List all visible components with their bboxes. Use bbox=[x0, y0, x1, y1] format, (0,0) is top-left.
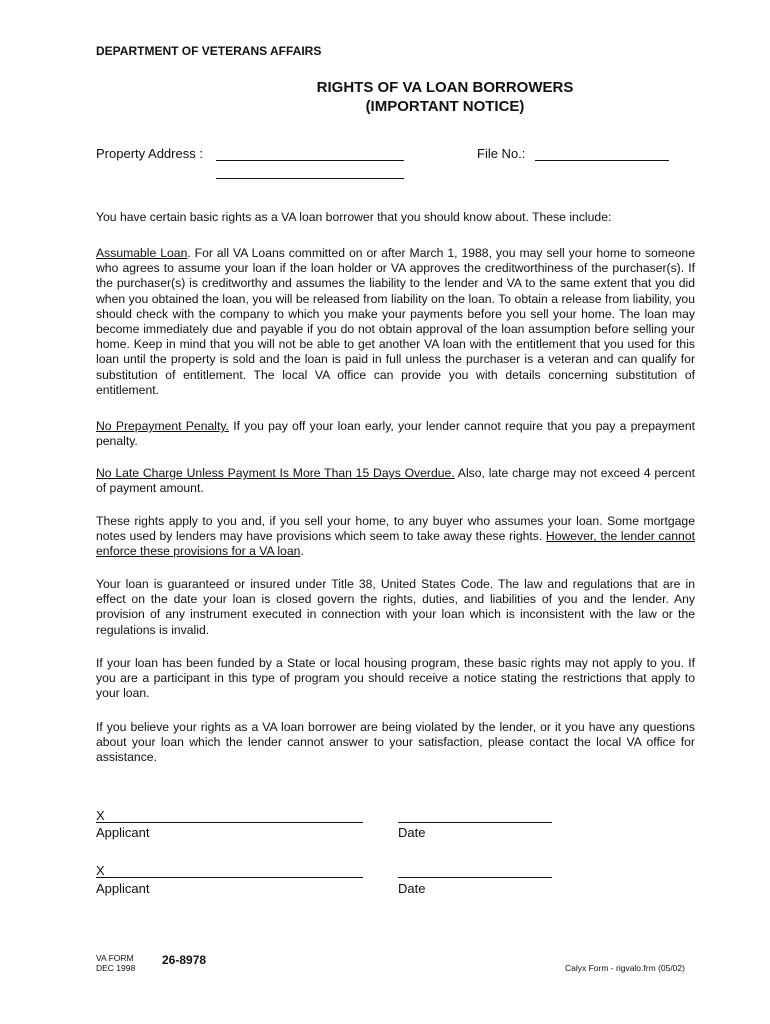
state-program-paragraph: If your loan has been funded by a State or local housing program, these basic rights may not apply to you. If you are a participant in this type of program you should receive a notice stating the restrictions that apply to your loan. bbox=[96, 656, 695, 701]
late-charge-text: Also, late charge may not exceed 4 percent of payment amount. bbox=[96, 466, 695, 496]
assumable-loan-heading: Assumable Loan bbox=[96, 246, 188, 260]
applicant-signature-line-2[interactable] bbox=[96, 877, 363, 878]
intro-paragraph: You have certain basic rights as a VA loan borrower that you should know about. These include: bbox=[96, 210, 612, 224]
assumable-loan-paragraph bbox=[96, 246, 695, 398]
page-subtitle: (IMPORTANT NOTICE) bbox=[365, 98, 525, 115]
assumable-loan-text: . For all VA Loans committed on or after March 1, 1988, you may sell your home to someone who agrees to assume your loan if the loan holder or VA approves the creditworthiness of the purchaser(s). If the purchaser(s) is creditworthy and assumes the liability to the lender and VA to the same extent that you did when you obtained the loan, you will be released from liability on the loan. To obtain a release from liability, you should check with the company to which you make your payments before you sell your home. The loan may become immediately due and payable if you do not obtain approval of the loan assumption before selling your home. Keep in mind that you will not be able to get another VA loan with the entitlement that you used for this loan until the property is sold and the loan is paid in full unless the purchaser is a veteran and can qualify for substitution of entitlement. The local VA office can provide you with details concerning substitution of entitlement. bbox=[96, 246, 695, 397]
applicant-label-2: Applicant bbox=[96, 881, 150, 896]
date-line-1[interactable] bbox=[398, 822, 552, 823]
guaranteed-paragraph: Your loan is guaranteed or insured under Title 38, United States Code. The law and regulations that are in effect on the date your loan is closed govern the rights, duties, and liabilities of you and the lender. Any provision of any instrument executed in connection with your loan which is inconsistent with the law or the regulations is invalid. bbox=[96, 577, 695, 637]
contact-paragraph: If you believe your rights as a VA loan borrower are being violated by the lender, or it you have any questions about your loan which the lender cannot answer to your satisfaction, please contact the local VA office for assistance. bbox=[96, 720, 695, 765]
date-label-1: Date bbox=[398, 825, 426, 840]
prepayment-paragraph bbox=[96, 419, 695, 449]
form-number: 26-8978 bbox=[162, 953, 207, 967]
rights-text: These rights apply to you and, if you sell your home, to any buyer who assumes your loan. Some mortgage notes used by lenders may have provisions which seem to take away these rights. bbox=[96, 514, 695, 544]
signature-x-mark-2: X bbox=[96, 863, 105, 878]
prepayment-heading: No Prepayment Penalty. bbox=[96, 419, 229, 433]
rights-underlined-text: However, the lender cannot enforce these provisions for a VA loan bbox=[96, 529, 696, 559]
page-title: RIGHTS OF VA LOAN BORROWERS bbox=[316, 79, 574, 96]
late-charge-paragraph bbox=[96, 466, 695, 496]
signature-x-mark-1: X bbox=[96, 808, 105, 823]
property-address-label: Property Address : bbox=[96, 146, 203, 161]
rights-end: . bbox=[300, 544, 304, 559]
applicant-label-1: Applicant bbox=[96, 825, 150, 840]
date-line-2[interactable] bbox=[398, 877, 552, 878]
property-address-line-1[interactable] bbox=[216, 148, 404, 161]
applicant-signature-line-1[interactable] bbox=[96, 822, 363, 823]
footer-va-form: VA FORM bbox=[96, 953, 134, 963]
calyx-form-label: Calyx Form - rigvalo.frm (05/02) bbox=[565, 963, 685, 973]
date-label-2: Date bbox=[398, 881, 426, 896]
prepayment-text: If you pay off your loan early, your lender cannot require that you pay a prepayment penalty. bbox=[96, 419, 695, 449]
property-address-line-2[interactable] bbox=[216, 166, 404, 179]
late-charge-heading: No Late Charge Unless Payment Is More Than 15 Days Overdue. bbox=[96, 466, 455, 480]
file-no-line[interactable] bbox=[535, 148, 669, 161]
rights-paragraph bbox=[96, 514, 695, 560]
footer-date: DEC 1998 bbox=[96, 963, 136, 973]
department-heading: DEPARTMENT OF VETERANS AFFAIRS bbox=[96, 44, 322, 58]
file-no-label: File No.: bbox=[477, 146, 526, 161]
